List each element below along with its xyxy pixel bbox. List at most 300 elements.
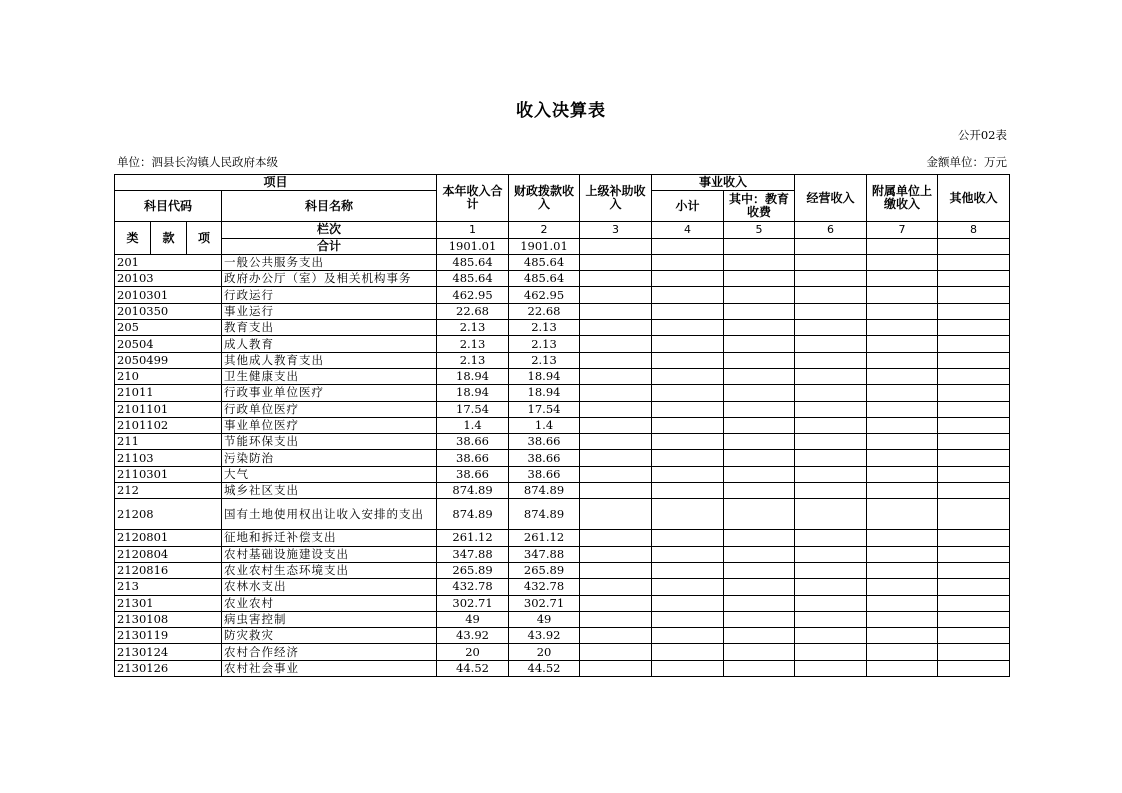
empty-cell [938,611,1010,627]
subject-code: 2050499 [115,352,222,368]
empty-cell [795,368,867,384]
empty-cell [724,271,795,287]
subject-name: 农业农村生态环境支出 [222,562,437,578]
subject-name: 国有土地使用权出让收入安排的支出 [222,499,437,530]
empty-cell [652,271,724,287]
empty-cell [652,401,724,417]
empty-cell [867,660,938,676]
subject-code: 210 [115,368,222,384]
empty-cell [867,450,938,466]
empty-cell [795,238,867,254]
subject-name: 事业单位医疗 [222,417,437,433]
empty-cell [795,628,867,644]
empty-cell [652,368,724,384]
empty-cell [795,499,867,530]
annual-total-value: 347.88 [437,546,509,562]
fiscal-value: 38.66 [509,450,580,466]
fiscal-value: 462.95 [509,287,580,303]
subject-code: 21103 [115,450,222,466]
empty-cell [580,562,652,578]
table-row [115,434,1010,450]
empty-cell [652,287,724,303]
empty-cell [795,466,867,482]
fiscal-value: 432.78 [509,579,580,595]
fiscal-value: 1.4 [509,417,580,433]
empty-cell [938,450,1010,466]
subject-name: 农林水支出 [222,579,437,595]
subject-name: 成人教育 [222,336,437,352]
empty-cell [580,368,652,384]
money-unit: 金额单位：万元 [926,155,1007,169]
empty-cell [652,611,724,627]
subtotal-header: 小计 [652,191,724,222]
empty-cell [867,303,938,319]
empty-cell [795,401,867,417]
empty-cell [867,401,938,417]
fiscal-value: 38.66 [509,434,580,450]
fiscal-value: 2.13 [509,352,580,368]
empty-cell [938,401,1010,417]
fiscal-value: 18.94 [509,385,580,401]
empty-cell [652,320,724,336]
empty-cell [724,368,795,384]
empty-cell [724,385,795,401]
empty-cell [867,595,938,611]
lanci-header: 栏次 [222,222,437,238]
empty-cell [938,352,1010,368]
total-row [115,238,1010,254]
empty-cell [795,254,867,270]
empty-cell [580,254,652,270]
fiscal-value: 18.94 [509,368,580,384]
empty-cell [724,336,795,352]
fiscal-value: 261.12 [509,530,580,546]
unit-organization: 单位：泗县长沟镇人民政府本级 [117,155,278,169]
empty-cell [938,254,1010,270]
subject-code: 201 [115,254,222,270]
annual-total-value: 874.89 [437,499,509,530]
fiscal-value: 485.64 [509,271,580,287]
empty-cell [795,271,867,287]
table-row [115,466,1010,482]
empty-cell [795,417,867,433]
fiscal-value: 874.89 [509,483,580,499]
annual-total-value: 485.64 [437,271,509,287]
income-settlement-table [114,174,1010,677]
subject-name: 大气 [222,466,437,482]
col-number: 3 [580,222,652,238]
annual-total-value: 2.13 [437,352,509,368]
empty-cell [652,628,724,644]
annual-total-value: 432.78 [437,579,509,595]
total-annual: 1901.01 [437,238,509,254]
table-row [115,368,1010,384]
col-number: 7 [867,222,938,238]
annual-total-value: 265.89 [437,562,509,578]
total-label: 合计 [222,238,437,254]
table-row [115,546,1010,562]
empty-cell [724,660,795,676]
empty-cell [795,287,867,303]
empty-cell [580,595,652,611]
subject-name: 行政事业单位医疗 [222,385,437,401]
subject-name: 农村社会事业 [222,660,437,676]
empty-cell [724,530,795,546]
table-row [115,628,1010,644]
empty-cell [652,546,724,562]
empty-cell [724,562,795,578]
subject-name: 事业运行 [222,303,437,319]
empty-cell [795,385,867,401]
superior-header: 上级补助收入 [580,175,652,222]
empty-cell [580,660,652,676]
empty-cell [795,660,867,676]
subject-code: 2120816 [115,562,222,578]
fiscal-value: 2.13 [509,320,580,336]
subject-name: 农村合作经济 [222,644,437,660]
annual-total-value: 261.12 [437,530,509,546]
empty-cell [724,546,795,562]
empty-cell [724,352,795,368]
empty-cell [938,579,1010,595]
empty-cell [724,611,795,627]
empty-cell [938,238,1010,254]
empty-cell [867,336,938,352]
empty-cell [938,336,1010,352]
empty-cell [867,254,938,270]
annual-total-value: 38.66 [437,450,509,466]
empty-cell [580,483,652,499]
fiscal-header: 财政拨款收入 [509,175,580,222]
table-row [115,320,1010,336]
subject-name: 一般公共服务支出 [222,254,437,270]
lei-header: 类 [115,222,151,255]
subject-code: 2130108 [115,611,222,627]
empty-cell [938,499,1010,530]
fiscal-value: 49 [509,611,580,627]
operating-header: 经营收入 [795,175,867,222]
annual-total-value: 874.89 [437,483,509,499]
fiscal-value: 38.66 [509,466,580,482]
empty-cell [652,466,724,482]
empty-cell [867,271,938,287]
annual-total-value: 2.13 [437,320,509,336]
empty-cell [724,499,795,530]
subject-name: 农村基础设施建设支出 [222,546,437,562]
annual-total-value: 43.92 [437,628,509,644]
empty-cell [867,562,938,578]
empty-cell [795,595,867,611]
annual-total-value: 22.68 [437,303,509,319]
empty-cell [580,417,652,433]
subject-name: 征地和拆迁补偿支出 [222,530,437,546]
subject-code: 21301 [115,595,222,611]
subject-name: 卫生健康支出 [222,368,437,384]
fiscal-value: 43.92 [509,628,580,644]
table-row [115,530,1010,546]
subject-code: 2130119 [115,628,222,644]
empty-cell [652,644,724,660]
empty-cell [795,562,867,578]
empty-cell [938,644,1010,660]
subject-name-header: 科目名称 [222,191,437,222]
subject-code: 20504 [115,336,222,352]
empty-cell [580,352,652,368]
empty-cell [867,352,938,368]
table-row [115,499,1010,530]
empty-cell [580,303,652,319]
table-row [115,287,1010,303]
fiscal-value: 485.64 [509,254,580,270]
subject-code: 2120804 [115,546,222,562]
table-row [115,595,1010,611]
empty-cell [724,644,795,660]
col-number: 2 [509,222,580,238]
empty-cell [724,417,795,433]
empty-cell [795,450,867,466]
table-row [115,401,1010,417]
empty-cell [652,483,724,499]
subject-code: 2101102 [115,417,222,433]
annual-total-value: 38.66 [437,434,509,450]
empty-cell [652,499,724,530]
table-row [115,660,1010,676]
empty-cell [580,530,652,546]
empty-cell [724,320,795,336]
subject-code: 2120801 [115,530,222,546]
empty-cell [867,611,938,627]
subject-name: 行政单位医疗 [222,401,437,417]
empty-cell [867,417,938,433]
empty-cell [938,303,1010,319]
empty-cell [724,287,795,303]
empty-cell [938,530,1010,546]
empty-cell [652,303,724,319]
empty-cell [580,238,652,254]
fiscal-value: 347.88 [509,546,580,562]
table-row [115,303,1010,319]
fiscal-value: 17.54 [509,401,580,417]
empty-cell [652,595,724,611]
empty-cell [795,303,867,319]
annual-total-value: 302.71 [437,595,509,611]
empty-cell [795,530,867,546]
col-number: 4 [652,222,724,238]
empty-cell [867,238,938,254]
empty-cell [938,562,1010,578]
empty-cell [724,254,795,270]
empty-cell [795,320,867,336]
empty-cell [724,303,795,319]
subject-code: 21208 [115,499,222,530]
subject-name: 污染防治 [222,450,437,466]
header-row-1 [115,175,1010,191]
total-fiscal: 1901.01 [509,238,580,254]
empty-cell [580,450,652,466]
empty-cell [867,499,938,530]
annual-total-value: 2.13 [437,336,509,352]
subject-name: 农业农村 [222,595,437,611]
subject-code: 2110301 [115,466,222,482]
empty-cell [867,287,938,303]
empty-cell [580,628,652,644]
annual-total-value: 20 [437,644,509,660]
empty-cell [580,320,652,336]
empty-cell [580,546,652,562]
subject-name: 节能环保支出 [222,434,437,450]
subject-name: 其他成人教育支出 [222,352,437,368]
empty-cell [867,368,938,384]
form-code: 公开02表 [957,128,1007,142]
table-row [115,336,1010,352]
col-number: 6 [795,222,867,238]
annual-total-value: 485.64 [437,254,509,270]
table-row [115,385,1010,401]
empty-cell [938,385,1010,401]
empty-cell [867,628,938,644]
fiscal-value: 302.71 [509,595,580,611]
empty-cell [867,466,938,482]
subject-name: 行政运行 [222,287,437,303]
table-row [115,271,1010,287]
table-row [115,417,1010,433]
subject-code: 2130124 [115,644,222,660]
empty-cell [652,336,724,352]
empty-cell [867,385,938,401]
fiscal-value: 20 [509,644,580,660]
fiscal-value: 22.68 [509,303,580,319]
empty-cell [724,628,795,644]
empty-cell [938,595,1010,611]
empty-cell [652,385,724,401]
empty-cell [795,352,867,368]
empty-cell [580,287,652,303]
empty-cell [652,450,724,466]
empty-cell [795,644,867,660]
empty-cell [795,611,867,627]
empty-cell [580,579,652,595]
col-number: 1 [437,222,509,238]
col-number: 8 [938,222,1010,238]
annual-total-value: 1.4 [437,417,509,433]
subject-code: 2130126 [115,660,222,676]
subject-code: 212 [115,483,222,499]
empty-cell [795,336,867,352]
fiscal-value: 2.13 [509,336,580,352]
subject-name: 防灾救灾 [222,628,437,644]
empty-cell [938,320,1010,336]
report-title: 收入决算表 [516,101,606,121]
table-row [115,611,1010,627]
empty-cell [652,660,724,676]
header-row-3 [115,222,1010,238]
empty-cell [867,644,938,660]
annual-total-value: 462.95 [437,287,509,303]
edu-fee-header: 其中：教育收费 [724,191,795,222]
empty-cell [652,530,724,546]
empty-cell [867,579,938,595]
business-header: 事业收入 [652,175,795,191]
empty-cell [867,530,938,546]
empty-cell [938,483,1010,499]
table-row [115,562,1010,578]
subject-code: 213 [115,579,222,595]
empty-cell [724,466,795,482]
empty-cell [938,660,1010,676]
empty-cell [580,644,652,660]
subject-code: 21011 [115,385,222,401]
annual-total-value: 38.66 [437,466,509,482]
empty-cell [867,434,938,450]
subject-name: 政府办公厅（室）及相关机构事务 [222,271,437,287]
empty-cell [795,579,867,595]
empty-cell [580,611,652,627]
other-header: 其他收入 [938,175,1010,222]
empty-cell [580,271,652,287]
table-row [115,644,1010,660]
annual-total-value: 18.94 [437,385,509,401]
empty-cell [938,368,1010,384]
empty-cell [652,579,724,595]
empty-cell [652,434,724,450]
empty-cell [652,417,724,433]
annual-total-header: 本年收入合计 [437,175,509,222]
table-row [115,450,1010,466]
empty-cell [724,434,795,450]
subject-code: 211 [115,434,222,450]
table-row [115,352,1010,368]
subject-code: 2010350 [115,303,222,319]
empty-cell [938,417,1010,433]
empty-cell [652,254,724,270]
empty-cell [580,434,652,450]
empty-cell [724,595,795,611]
empty-cell [724,483,795,499]
table-row [115,254,1010,270]
empty-cell [652,238,724,254]
empty-cell [938,546,1010,562]
fiscal-value: 265.89 [509,562,580,578]
empty-cell [938,434,1010,450]
empty-cell [938,628,1010,644]
subject-code: 205 [115,320,222,336]
empty-cell [580,385,652,401]
empty-cell [652,352,724,368]
empty-cell [795,483,867,499]
subject-name: 病虫害控制 [222,611,437,627]
empty-cell [724,238,795,254]
annual-total-value: 18.94 [437,368,509,384]
empty-cell [938,466,1010,482]
empty-cell [580,499,652,530]
kuan-header: 款 [151,222,187,255]
annual-total-value: 17.54 [437,401,509,417]
empty-cell [938,287,1010,303]
empty-cell [652,562,724,578]
subject-code-header: 科目代码 [115,191,222,222]
annual-total-value: 44.52 [437,660,509,676]
empty-cell [938,271,1010,287]
empty-cell [580,401,652,417]
subject-code: 2010301 [115,287,222,303]
annual-total-value: 49 [437,611,509,627]
empty-cell [724,401,795,417]
empty-cell [795,546,867,562]
xiang-header: 项 [187,222,222,255]
subject-code: 2101101 [115,401,222,417]
empty-cell [867,320,938,336]
affiliated-header: 附属单位上缴收入 [867,175,938,222]
